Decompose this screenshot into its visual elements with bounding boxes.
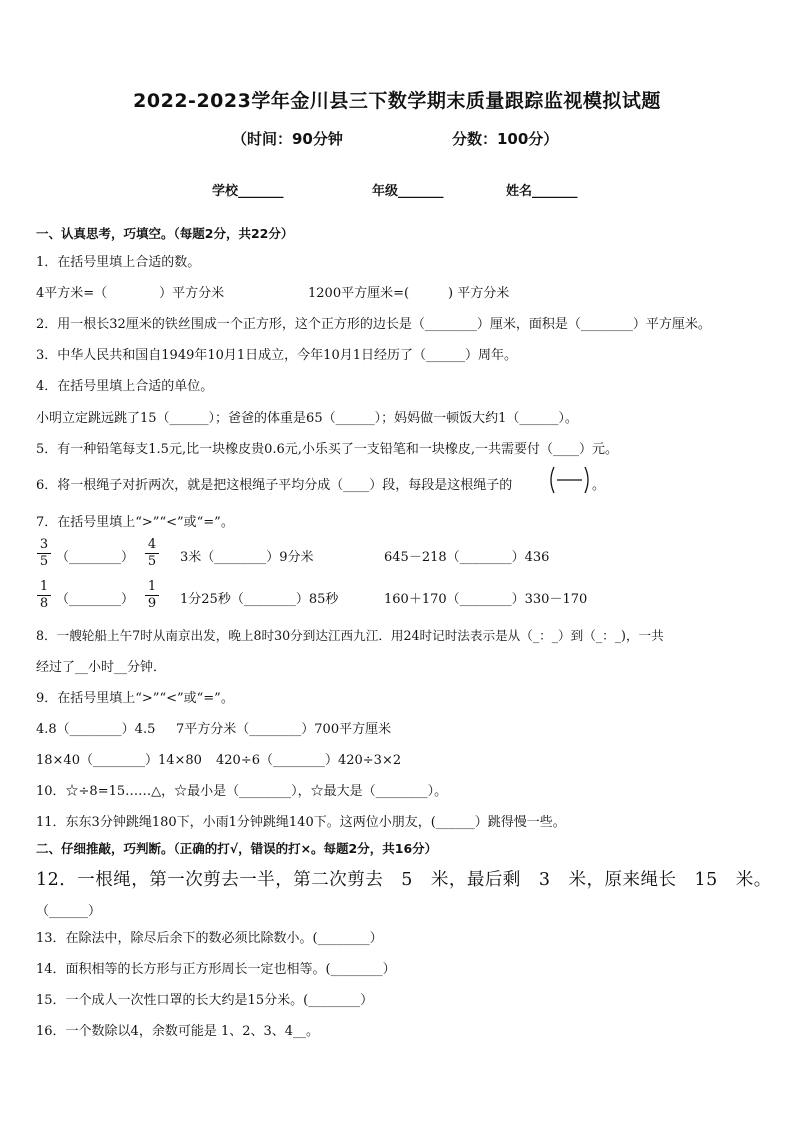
grade-field[interactable]: 年级_______ [372, 184, 444, 199]
denominator: 5 [39, 554, 49, 569]
q7-blank-2[interactable]: （________） [56, 592, 135, 607]
denominator: 8 [39, 596, 49, 611]
question-1: 1．在括号里填上合适的数。 [36, 255, 201, 270]
section-1-heading: 一、认真思考，巧填空。（每题2分，共22分） [36, 226, 294, 241]
question-10[interactable]: 10．☆÷8=15……△，☆最小是（________），☆最大是（________）。 [36, 784, 448, 799]
question-8-line1[interactable]: 8．一艘轮船上午7时从南京出发，晚上8时30分到达江西九江．用24时记时法表示是从（_：_）到（_：_)，一共 [36, 628, 664, 643]
question-6-end: 。 [592, 478, 606, 493]
exam-title: 2022-2023学年金川县三下数学期末质量跟踪监视模拟试题 [133, 90, 661, 112]
numerator: 3 [37, 537, 51, 554]
fraction-4-5 [145, 537, 159, 570]
question-13[interactable]: 13．在除法中，除尽后余下的数必须比除数小。(________） [36, 931, 383, 946]
fraction-answer-box[interactable] [548, 465, 592, 495]
question-12-answer[interactable]: （______） [36, 904, 102, 919]
question-7: 7．在括号里填上“>”“<”或“=”。 [36, 515, 234, 530]
section-2-heading: 二、仔细推敲，巧判断。（正确的打√，错误的打×。每题2分，共16分） [36, 841, 438, 856]
q7-row1-item2[interactable]: 3米（________）9分米 [180, 550, 314, 565]
question-9: 9．在括号里填上“>”“<”或“=”。 [36, 691, 234, 706]
q9-row2-item2[interactable]: 420÷6（________）420÷3×2 [216, 753, 402, 768]
question-3[interactable]: 3．中华人民共和国自1949年10月1日成立，今年10月1日经历了（______）周年。 [36, 348, 517, 363]
fraction-1-9 [145, 579, 159, 612]
denominator: 9 [147, 596, 157, 611]
q7-blank-1[interactable]: （________） [56, 550, 135, 565]
q9-row1-item2[interactable]: 7平方分米（________）700平方厘米 [176, 722, 392, 737]
denominator: 5 [147, 554, 157, 569]
time-label: （时间：90分钟 [232, 130, 343, 148]
fraction-1-8 [37, 579, 51, 612]
numerator: 1 [37, 579, 51, 596]
question-2[interactable]: 2．用一根长32厘米的铁丝围成一个正方形，这个正方形的边长是（________）厘米，面积是（________）平方厘米。 [36, 317, 711, 332]
question-1b[interactable]: 1200平方厘米=( ) 平方分米 [308, 286, 510, 301]
fraction-3-5 [37, 537, 51, 570]
question-12: 12．一根绳，第一次剪去一半，第二次剪去 5 米，最后剩 3 米，原来绳长 15 米。 [36, 870, 772, 890]
q7-row2-item2[interactable]: 1分25秒（________）85秒 [180, 592, 339, 607]
score-label: 分数：100分） [452, 130, 559, 148]
q7-row2-item3[interactable]: 160＋170（________）330－170 [384, 592, 588, 607]
numerator: 1 [145, 579, 159, 596]
question-1a[interactable]: 4平方米=（ ）平方分米 [36, 286, 225, 301]
q9-row2-item1[interactable]: 18×40（________）14×80 [36, 753, 202, 768]
question-15[interactable]: 15．一个成人一次性口罩的长大约是15分米。(________） [36, 993, 374, 1008]
school-field[interactable]: 学校_______ [212, 184, 284, 199]
name-field[interactable]: 姓名_______ [506, 184, 578, 199]
numerator: 4 [145, 537, 159, 554]
question-5[interactable]: 5．有一种铅笔每支1.5元,比一块橡皮贵0.6元,小乐买了一支铅笔和一块橡皮,一共需要付（____）元。 [36, 442, 619, 457]
question-6[interactable]: 6．将一根绳子对折两次，就是把这根绳子平均分成（____）段，每段是这根绳子的 [36, 478, 513, 493]
question-16[interactable]: 16．一个数除以4，余数可能是 1、2、3、4__。 [36, 1024, 320, 1039]
question-4a[interactable]: 小明立定跳远跳了15（______）；爸爸的体重是65（______）；妈妈做一顿饭大约1（______）。 [36, 411, 578, 426]
question-8-line2[interactable]: 经过了__小时__分钟． [36, 660, 167, 675]
q9-row1-item1[interactable]: 4.8（________）4.5 [36, 722, 156, 737]
question-4: 4．在括号里填上合适的单位。 [36, 379, 214, 394]
question-14[interactable]: 14．面积相等的长方形与正方形周长一定也相等。(________） [36, 962, 396, 977]
question-11[interactable]: 11．东东3分钟跳绳180下，小雨1分钟跳绳140下。这两位小朋友，(______）跳得慢一些。 [36, 815, 566, 830]
q7-row1-item3[interactable]: 645－218（________）436 [384, 550, 550, 565]
